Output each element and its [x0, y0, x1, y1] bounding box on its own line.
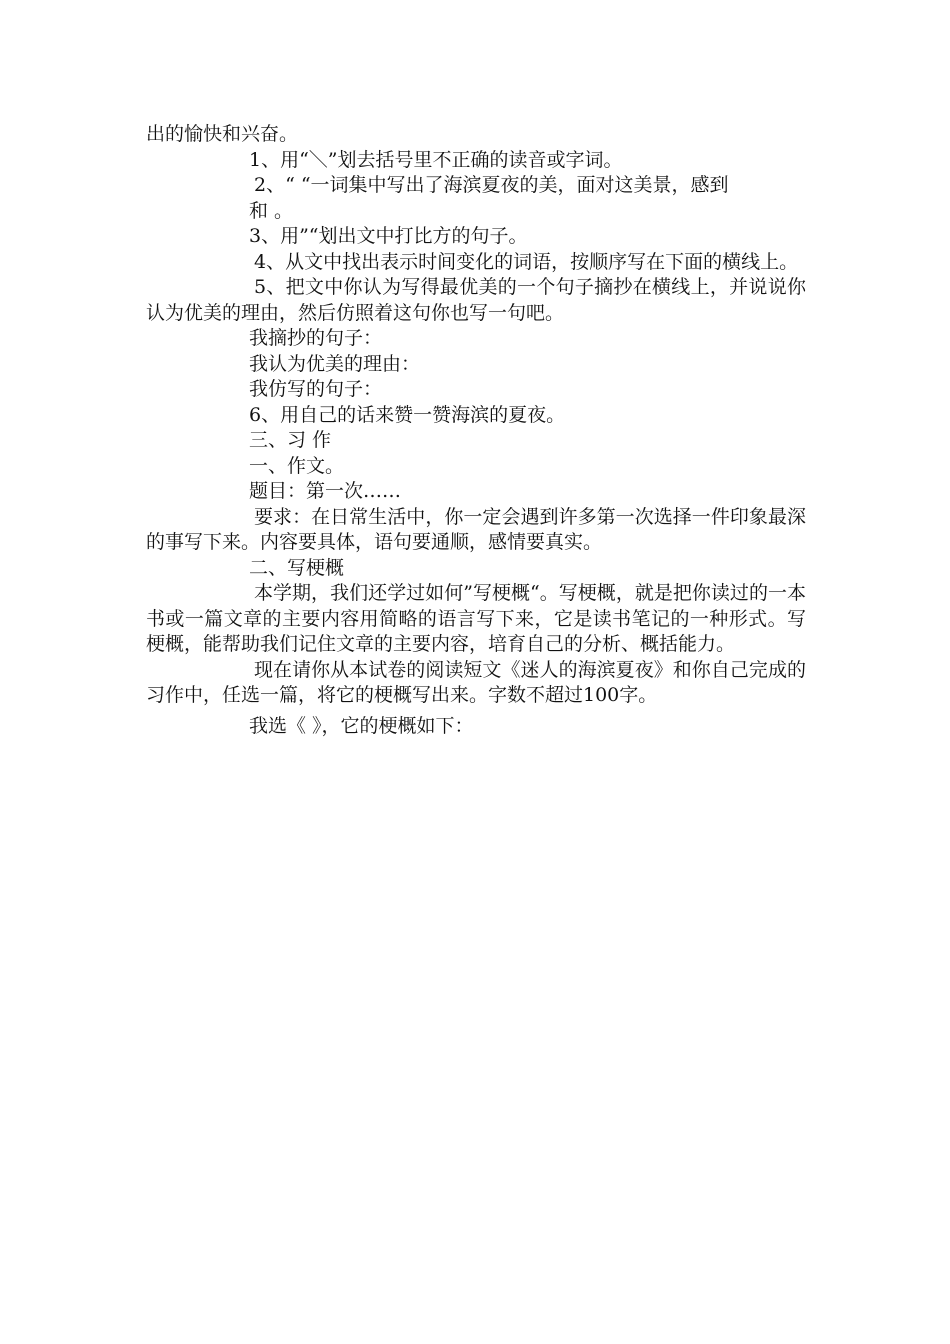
- document-body: [146, 122, 806, 739]
- composition-title: 题目：第一次……: [249, 480, 402, 502]
- composition-requirements: 要求：在日常生活中，你一定会遇到许多第一次选择一件印象最深的事写下来。内容要具体，语句要通顺，感情要真实。: [146, 505, 806, 553]
- subsection-summary: 二、写梗概: [249, 556, 345, 579]
- reason-prompt: 我认为优美的理由：: [249, 352, 421, 375]
- copied-sentence-prompt: 我摘抄的句子：: [249, 327, 383, 349]
- question-2-answer-line: 和 。: [249, 199, 294, 222]
- subsection-composition: 一、作文。: [249, 454, 345, 477]
- question-3: 3、用”“划出文中打比方的句子。: [249, 225, 528, 247]
- summary-task-paragraph: 现在请你从本试卷的阅读短文《迷人的海滨夏夜》和你自己完成的习作中，任选一篇，将它的梗概写出来。字数不超过100字。: [146, 658, 806, 706]
- summary-intro-paragraph: 本学期，我们还学过如何”写梗概“。写梗概，就是把你读过的一本书或一篇文章的主要内容用简略的语言写下来，它是读书笔记的一种形式。写梗概，能帮助我们记住文章的主要内容，培育自己的分析、概括能力。: [146, 582, 806, 655]
- text-line: 出的愉快和兴奋。: [146, 123, 299, 145]
- question-5: 5、把文中你认为写得最优美的一个句子摘抄在横线上，并说说你认为优美的理由，然后仿照着这句你也写一句吧。: [146, 276, 806, 324]
- summary-answer-prompt: 我选《 》，它的梗概如下：: [249, 714, 474, 737]
- question-4: 4、从文中找出表示时间变化的词语，按顺序写在下面的横线上。: [254, 250, 799, 273]
- question-6: 6、用自己的话来赞一赞海滨的夏夜。: [249, 403, 566, 426]
- question-2: 2、“ “一词集中写出了海滨夏夜的美，面对这美景，感到: [254, 174, 729, 196]
- imitation-prompt: 我仿写的句子：: [249, 378, 383, 400]
- question-1: 1、用“＼”划去括号里不正确的读音或字词。: [249, 148, 623, 171]
- section-heading-writing: 三、习 作: [249, 429, 332, 451]
